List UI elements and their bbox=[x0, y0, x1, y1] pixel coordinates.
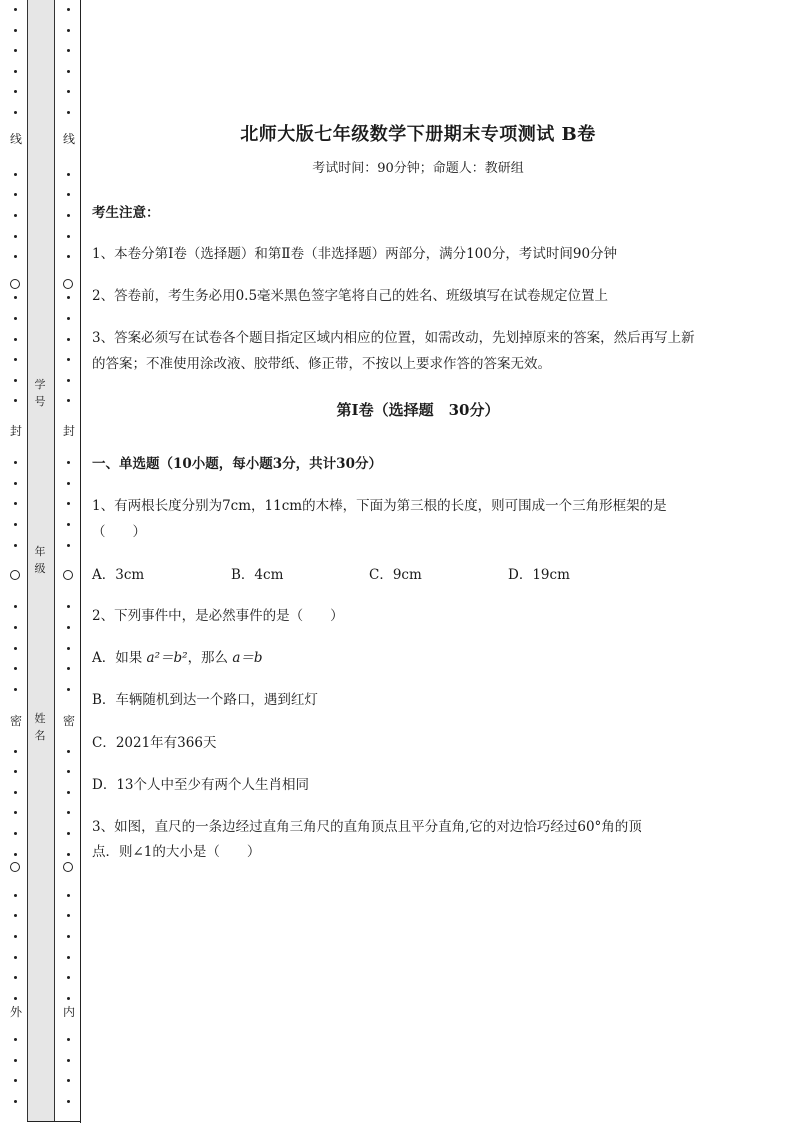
question-3-stem-cont: 点．则∠1的大小是（ ） bbox=[92, 844, 261, 860]
seal-dot bbox=[67, 544, 70, 547]
seal-dot bbox=[14, 379, 17, 382]
seal-dot bbox=[67, 997, 70, 1000]
seal-dot bbox=[14, 1079, 17, 1082]
seal-line-right bbox=[64, 0, 74, 1123]
seal-dot bbox=[14, 997, 17, 1000]
seal-dot bbox=[67, 379, 70, 382]
seal-mark-wai: 外 bbox=[9, 1005, 22, 1019]
seal-mark-xian: 线 bbox=[9, 132, 22, 146]
field-name: 姓名 bbox=[34, 712, 46, 742]
seal-dot bbox=[14, 358, 17, 361]
seal-dot bbox=[67, 70, 70, 73]
seal-dot bbox=[14, 1100, 17, 1103]
seal-dot bbox=[67, 90, 70, 93]
seal-dot bbox=[14, 317, 17, 320]
seal-dot bbox=[67, 1079, 70, 1082]
seal-circle bbox=[63, 570, 73, 580]
seal-dot bbox=[14, 811, 17, 814]
seal-dot bbox=[14, 750, 17, 753]
seal-dot bbox=[14, 914, 17, 917]
seal-dot bbox=[67, 111, 70, 114]
seal-circle bbox=[63, 862, 73, 872]
seal-dot bbox=[14, 214, 17, 217]
seal-dot bbox=[14, 667, 17, 670]
seal-dot bbox=[67, 935, 70, 938]
seal-dot bbox=[14, 49, 17, 52]
seal-dot bbox=[14, 894, 17, 897]
seal-dot bbox=[67, 235, 70, 238]
seal-dot bbox=[67, 626, 70, 629]
seal-dot bbox=[14, 338, 17, 341]
seal-circle bbox=[10, 570, 20, 580]
section-title: 第I卷（选择题 30分） bbox=[336, 401, 500, 419]
seal-dot bbox=[14, 626, 17, 629]
seal-mark-mi: 密 bbox=[62, 714, 75, 728]
seal-dot bbox=[67, 296, 70, 299]
seal-dot bbox=[14, 235, 17, 238]
seal-dot bbox=[67, 647, 70, 650]
seal-dot bbox=[14, 688, 17, 691]
seal-dot bbox=[14, 605, 17, 608]
seal-dot bbox=[14, 853, 17, 856]
seal-dot bbox=[14, 791, 17, 794]
seal-dot bbox=[14, 502, 17, 505]
seal-dot bbox=[14, 29, 17, 32]
seal-dot bbox=[67, 8, 70, 11]
question-2-stem: 2、下列事件中，是必然事件的是（ ） bbox=[92, 608, 344, 624]
page-title: 北师大版七年级数学下册期末专项测试 B卷 bbox=[240, 124, 596, 145]
notice-heading: 考生注意： bbox=[92, 205, 160, 221]
seal-dot bbox=[14, 832, 17, 835]
seal-dot bbox=[67, 399, 70, 402]
seal-dot bbox=[14, 935, 17, 938]
seal-dot bbox=[14, 255, 17, 258]
question-2-option-c: C．2021年有366天 bbox=[92, 735, 217, 751]
seal-dot bbox=[67, 502, 70, 505]
seal-dot bbox=[14, 1059, 17, 1062]
field-student-id: 学号 bbox=[34, 378, 46, 408]
seal-dot bbox=[14, 770, 17, 773]
notice-item-3-cont: 的答案；不准使用涂改液、胶带纸、修正带，不按以上要求作答的答案无效。 bbox=[92, 356, 551, 372]
seal-dot bbox=[14, 523, 17, 526]
exam-info: 考试时间：90分钟；命题人：教研组 bbox=[312, 161, 524, 176]
question-2-option-d: D．13个人中至少有两个人生肖相同 bbox=[92, 777, 310, 793]
question-1-option-b: B．4cm bbox=[231, 567, 284, 583]
seal-dot bbox=[14, 70, 17, 73]
question-1-option-c: C．9cm bbox=[369, 567, 422, 583]
seal-dot bbox=[14, 8, 17, 11]
notice-item-1: 1、本卷分第I卷（选择题）和第Ⅱ卷（非选择题）两部分，满分100分，考试时间90分钟 bbox=[92, 246, 618, 262]
seal-dot bbox=[67, 791, 70, 794]
seal-dot bbox=[67, 214, 70, 217]
seal-dot bbox=[14, 482, 17, 485]
seal-mark-mi: 密 bbox=[9, 714, 22, 728]
seal-dot bbox=[14, 544, 17, 547]
seal-dot bbox=[67, 255, 70, 258]
seal-circle bbox=[63, 279, 73, 289]
seal-dot bbox=[67, 956, 70, 959]
seal-dot bbox=[67, 482, 70, 485]
seal-dot bbox=[67, 358, 70, 361]
seal-dot bbox=[14, 111, 17, 114]
seal-mark-feng: 封 bbox=[62, 424, 75, 438]
seal-dot bbox=[67, 461, 70, 464]
seal-dot bbox=[67, 770, 70, 773]
seal-circle bbox=[10, 862, 20, 872]
question-1-stem-cont: （ ） bbox=[92, 524, 146, 540]
option-a-middle: ，那么 bbox=[187, 650, 233, 666]
seal-dot bbox=[67, 811, 70, 814]
seal-dot bbox=[14, 461, 17, 464]
seal-dot bbox=[67, 914, 70, 917]
seal-dot bbox=[67, 173, 70, 176]
question-2-option-b: B．车辆随机到达一个路口，遇到红灯 bbox=[92, 692, 318, 708]
math-expression: a＝b bbox=[232, 650, 263, 666]
field-grade: 年级 bbox=[34, 545, 46, 575]
seal-dot bbox=[67, 29, 70, 32]
question-1-stem: 1、有两根长度分别为7cm，11cm的木棒，下面为第三根的长度，则可围成一个三角形框架的是 bbox=[92, 498, 667, 514]
seal-dot bbox=[67, 338, 70, 341]
seal-dot bbox=[67, 317, 70, 320]
seal-dot bbox=[14, 399, 17, 402]
question-1-option-d: D．19cm bbox=[508, 567, 570, 583]
seal-dot bbox=[67, 750, 70, 753]
seal-dot bbox=[67, 688, 70, 691]
seal-dot bbox=[14, 90, 17, 93]
seal-dot bbox=[67, 853, 70, 856]
seal-dot bbox=[67, 667, 70, 670]
seal-dot bbox=[14, 976, 17, 979]
question-2-option-a bbox=[92, 646, 263, 666]
binding-rule bbox=[80, 0, 81, 1123]
seal-dot bbox=[67, 193, 70, 196]
part-heading: 一、单选题（10小题，每小题3分，共计30分） bbox=[92, 456, 382, 472]
option-a-prefix: A．如果 bbox=[92, 650, 147, 666]
seal-dot bbox=[67, 49, 70, 52]
seal-dot bbox=[67, 976, 70, 979]
question-3-stem: 3、如图，直尺的一条边经过直角三角尺的直角顶点且平分直角,它的对边恰巧经过60°角的顶 bbox=[92, 819, 642, 835]
seal-dot bbox=[14, 1038, 17, 1041]
question-1-option-a: A．3cm bbox=[92, 567, 145, 583]
seal-dot bbox=[67, 1059, 70, 1062]
seal-mark-nei: 内 bbox=[62, 1005, 75, 1019]
seal-dot bbox=[67, 1100, 70, 1103]
notice-item-3: 3、答案必须写在试卷各个题目指定区域内相应的位置，如需改动，先划掉原来的答案，然后再写上新 bbox=[92, 330, 695, 346]
math-expression: a²＝b² bbox=[146, 650, 188, 666]
seal-dot bbox=[14, 647, 17, 650]
seal-dot bbox=[67, 832, 70, 835]
notice-item-2: 2、答卷前，考生务必用0.5毫米黑色签字笔将自己的姓名、班级填写在试卷规定位置上 bbox=[92, 288, 609, 304]
seal-dot bbox=[67, 523, 70, 526]
seal-mark-feng: 封 bbox=[9, 424, 22, 438]
seal-dot bbox=[67, 1038, 70, 1041]
seal-circle bbox=[10, 279, 20, 289]
seal-dot bbox=[14, 193, 17, 196]
seal-dot bbox=[14, 956, 17, 959]
seal-mark-xian: 线 bbox=[62, 132, 75, 146]
seal-dot bbox=[67, 605, 70, 608]
seal-dot bbox=[67, 894, 70, 897]
seal-dot bbox=[14, 173, 17, 176]
seal-dot bbox=[14, 296, 17, 299]
seal-line-left bbox=[11, 0, 21, 1123]
